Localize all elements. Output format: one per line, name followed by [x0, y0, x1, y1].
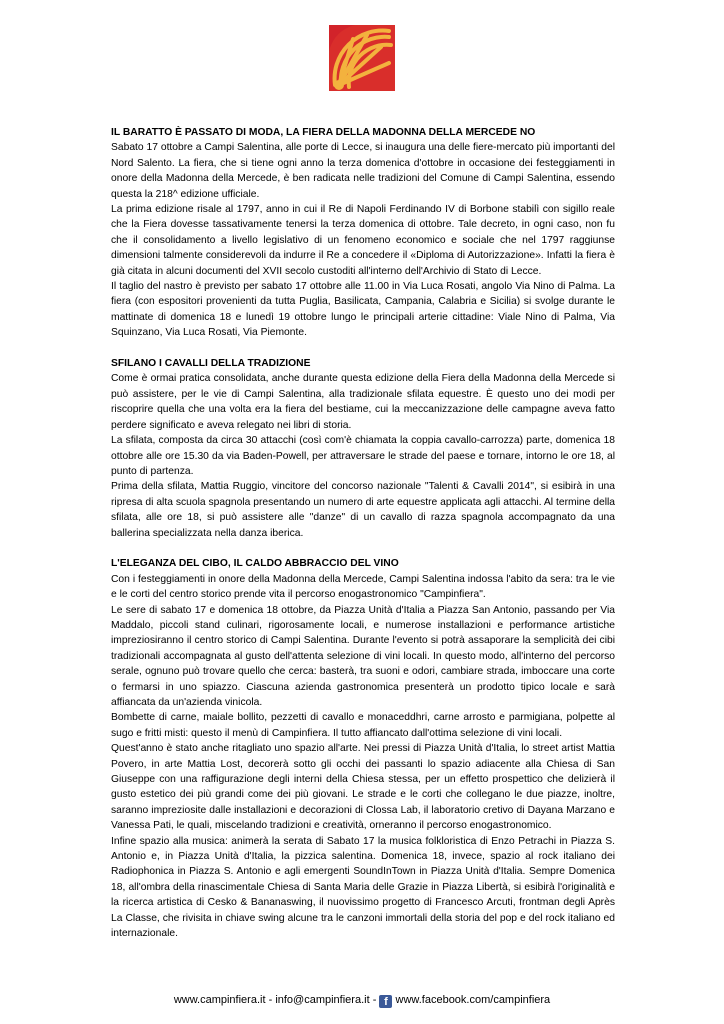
paragraph: Prima della sfilata, Mattia Ruggio, vincitore del concorso nazionale "Talenti & Cavalli 2014", si esibirà in una ripresa di alta scuola spagnola presentando un numero di arte equestre applicata agli attacchi. Al termine della sfilata, alle ore 18, si può assistere alle "danze" di un cavallo di razza spagnola accompagnato da una ballerina specializzata nella danza iberica. [111, 481, 615, 539]
paragraph: Infine spazio alla musica: animerà la serata di Sabato 17 la musica folkloristica di Enzo Petrachi in Piazza S. Antonio e, in Piazza Unità d'Italia, la pizzica salentina. Domenica 18, invece, spazio al rock italiano dei Radiophonica in Piazza S. Antonio e agli emergenti SoundInTown in Piazza Unità d'Italia. Sempre Domenica 18, all'ombra della rinascimentale Chiesa di Santa Maria delle Grazie in Piazza Libertà, si esibirà l'originalità e la ricerca artistica di Cesko & Bananaswing, il nuovissimo progetto di Francesco Arcuti, frontman degli Après La Classe, che rivisita in chiave swing alcune tra le canzoni immortali della storia del pop e del rock italiano ed internazionale. [111, 835, 615, 940]
paragraph: Quest'anno è stato anche ritagliato uno spazio all'arte. Nei pressi di Piazza Unità d'Italia, lo street artist Mattia Povero, in arte Mattia Lost, decorerà sotto gli occhi dei passanti lo spazio adiacente alla Chiesa di San Giuseppe con una raffigurazione degli interni della Chiesa stessa, per un effetto prospettico che delizierà il gusto estetico dei più grandi come dei più giovani. Le strade e le corti che collegano le due piazze, inoltre, saranno impreziosite dalle installazioni e decorazioni di Clossa Lab, il laboratorio cretivo di Dayana Marzano e Vanessa Pati, le quali, miscelando tradizioni e creatività, orneranno il percorso enogastronomico. [111, 743, 615, 832]
separator: - [372, 994, 377, 1006]
wheel-logo-icon [329, 25, 395, 91]
paragraph: Bombette di carne, maiale bollito, pezzetti di cavallo e monaceddhri, carne arrosto e parmigiana, polpette al sugo e fritti misti: questo il menù di Campinfiera. Il tutto affiancato dall'ottima selezione di vini locali. [111, 712, 615, 739]
paragraph: Le sere di sabato 17 e domenica 18 ottobre, da Piazza Unità d'Italia a Piazza San Antonio, passando per Via Maddalo, piccoli stand culinari, rigorosamente locali, e numerose installazioni e performance artistiche impreziosiranno il centro storico di Campi Salentina. Durante l'evento si potrà assaporare la semplicità dei cibi tradizionali accompagnata al gusto dell'attenta selezione di vini locali. In questo modo, all'interno del percorso serale, ognuno può trovare quello che cerca: basterà, tra suoni e odori, cambiare strada, imboccare una corte o fermarsi in uno spiazzo. Ciascuna azienda gastronomica presenterà un prodotto tipico locale e sarà affiancata da un'azienda vinicola. [111, 604, 615, 708]
paragraph: La sfilata, composta da circa 30 attacchi (così com'è chiamata la coppia cavallo-carrozza) parte, domenica 18 ottobre alle ore 15.30 da via Baden-Powell, per attraversare le strade del paese e tornare, intorno le ore 18, al punto di partenza. [111, 435, 615, 477]
paragraph: Come è ormai pratica consolidata, anche durante questa edizione della Fiera della Madonna della Mercede si può assistere, per le vie di Campi Salentina, alla tradizionale sfilata equestre. È questo uno dei modi per riscoprire quella che una volta era la fiera del bestiame, cui la meccanizzazione delle campagne aveva fatto perdere significato e aveva relegato nei libri di storia. [111, 373, 615, 431]
section-title: SFILANO I CAVALLI DELLA TRADIZIONE [111, 358, 311, 370]
facebook-icon: f [379, 995, 392, 1008]
footer [0, 994, 724, 1008]
paragraph: Il taglio del nastro è previsto per sabato 17 ottobre alle 11.00 in Via Luca Rosati, angolo Via Nino di Palma. La fiera (con espositori provenienti da tutta Puglia, Basilicata, Campania, Calabria e Sicilia) si svolge durante le mattinate di domenica 18 e lunedì 19 ottobre lungo le principali arterie cittadine: Viale Nino di Palma, Via Squinzano, Via Luca Rosati, Via Piemonte. [111, 281, 615, 339]
separator: - [268, 994, 273, 1006]
section-title: L'ELEGANZA DEL CIBO, IL CALDO ABBRACCIO DEL VINO [111, 558, 399, 570]
article-body [111, 125, 615, 942]
email-link[interactable]: info@campinfiera.it [275, 994, 370, 1006]
paragraph: La prima edizione risale al 1797, anno in cui il Re di Napoli Ferdinando IV di Borbone stabilì con sigillo reale che la Fiera dovesse tassativamente tenersi la terza domenica di ottobre. Tale decreto, in ogni caso, non fu che il consolidamento a livello legislativo di un fenomeno economico e sociale che nel 1797 raggiunse dimensioni talmente considerevoli da indurre il Re a concedere il «Diploma di Autorizzazione». Infatti la fiera è già citata in alcuni documenti del XVII secolo custoditi all'interno dell'Archivio di Stato di Lecce. [111, 204, 615, 277]
paragraph: Con i festeggiamenti in onore della Madonna della Mercede, Campi Salentina indossa l'abito da sera: tra le vie e le corti del centro storico prende vita il percorso enogastronomico "Campinfiera". [111, 573, 615, 601]
facebook-link[interactable]: www.facebook.com/campinfiera [395, 994, 551, 1006]
section-title: IL BARATTO È PASSATO DI MODA, LA FIERA DELLA MADONNA DELLA MERCEDE NO [111, 127, 536, 138]
website-link[interactable]: www.campinfiera.it [173, 994, 266, 1006]
paragraph: Sabato 17 ottobre a Campi Salentina, alle porte di Lecce, si inaugura una delle fiere-mercato più importanti del Nord Salento. La fiera, che si tiene ogni anno la terza domenica d'ottobre in occasione dei festeggiamenti in onore della Madonna della Mercede, è ben radicata nelle tradizioni del Comune di Campi Salentina, essendo questa la 218^ edizione ufficiale. [111, 142, 615, 200]
